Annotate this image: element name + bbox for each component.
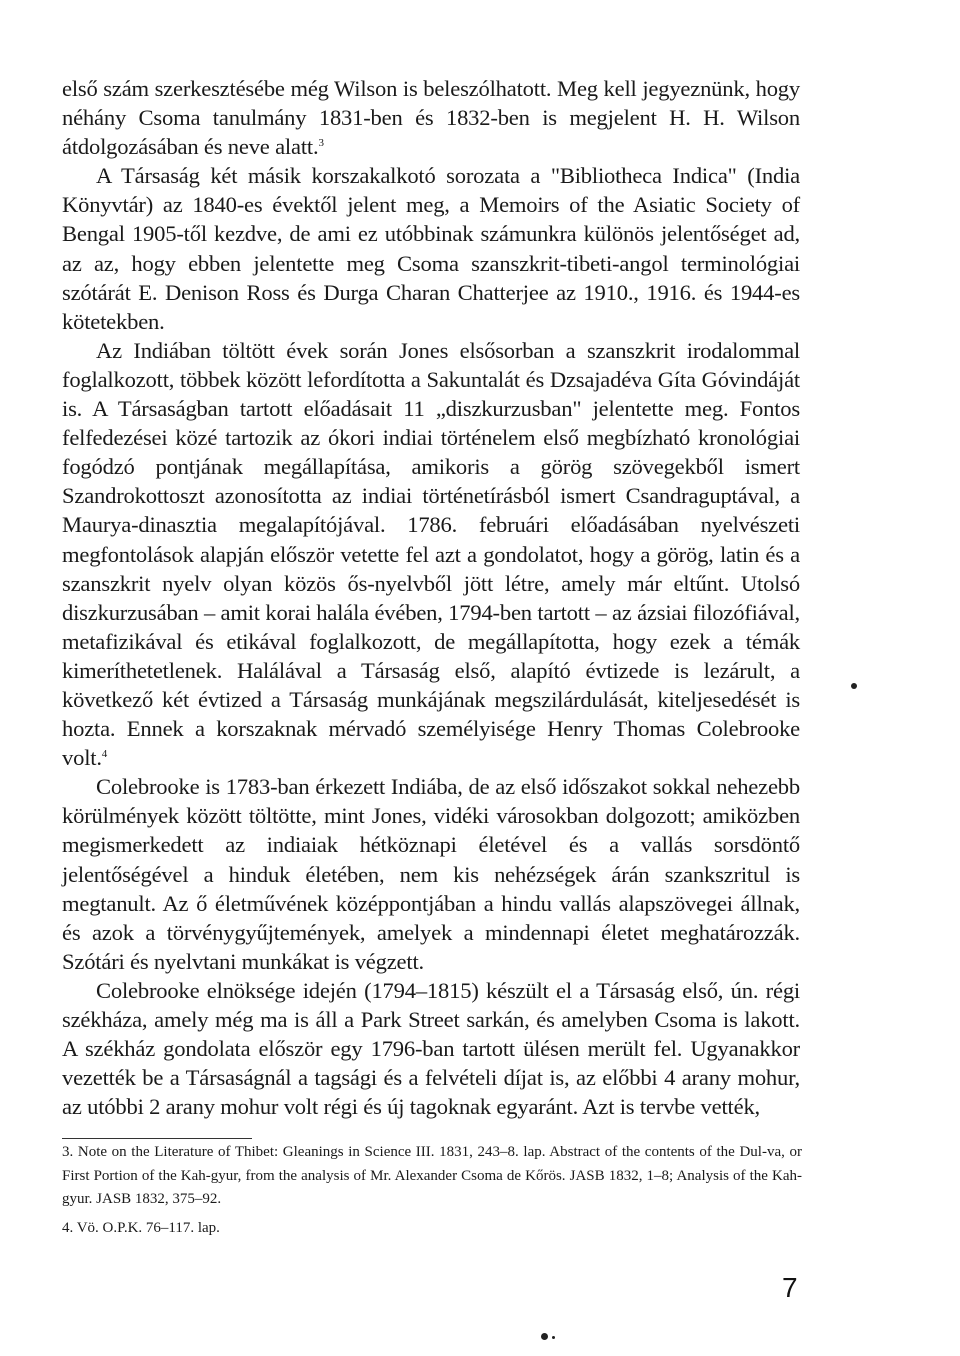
paragraph-1: első szám szerkesztésébe még Wilson is beleszólhatott. Meg kell jegyeznünk, hogy néhány Csoma tanulmány 1831-ben és 1832-ben is megjelent H. H. Wilson átdolgozásában és neve alatt.$^3$ <box>62 76 800 160</box>
paragraph-2: A Társaság két másik korszakalkotó sorozata a "Bibliotheca Indica" (India Könyvtár) az 1840-es évektől jelent meg, a Memoirs of the Asiatic Society of Bengal 1905-től kezdve, de ami ez utóbbinak számunkra különös jelentőséget ad, az az, hogy ebben jelentette meg Csoma szanszkrit-tibeti-angol terminológiai szótárát E. Denison Ross és Durga Charan Chatterjee az 1910., 1916. és 1944-es kötetekben. <box>62 163 800 334</box>
scan-speck <box>541 1333 548 1340</box>
footnote-4: 4. Vö. O.P.K. 76–117. lap. <box>62 1219 220 1236</box>
footnotes <box>62 1141 802 1240</box>
scan-speck <box>552 1336 555 1339</box>
main-text <box>62 74 800 1121</box>
footnote-divider <box>62 1138 252 1139</box>
scan-speck <box>851 683 857 689</box>
paragraph-3: Az Indiában töltött évek során Jones elsősorban a szanszkrit irodalommal foglalkozott, többek között lefordította a Sakuntalát és Dzsajadéva Gíta Góvindáját is. A Társaságban tartott előadásait 11 „diszkurzusban" jelentette meg. Fontos felfedezései közé tartozik az ókori indiai történelem első megbízható kronológiai fogódzó pontjának megállapítása, amikoris a görög szövegekből ismert Szandrokottoszt azonosította az indiai történetírásból ismert Csandraguptával, a Maurya-dinasztia megalapítójával. 1786. februári előadásában nyelvészeti megfontolások alapján először vetette fel azt a gondolatot, hogy a görög, latin és a szanszkrit nyelv olyan közös ős-nyelvből jött létre, amely már eltűnt. Utolsó diszkurzusában – amit korai halála évében, 1794-ben tartott – az ázsiai filozófiával, metafizikával és etikával foglalkozott, de megállapította, hogy ezek a témák kimeríthetetlenek. Halálával a Társaság első, alapító évtizede is lezárult, a következő két évtized a Társaság munkájának megszilárdulását, kiteljesedését is hozta. Ennek a korszaknak mérvadó személyisége Henry Thomas Colebrooke volt.$^4$ <box>62 337 800 771</box>
paragraph-4: Colebrooke is 1783-ban érkezett Indiába, de az első időszakot sokkal nehezebb körülmények között töltötte, mint Jones, vidéki városokban dolgozott; amiközben megismerkedett az indiaiak hétköznapi életével és a vallás sorsdöntő jelentőségével a hinduk életében, nem kis nehézségek árán szankszritul is megtanult. Az ő életművének középpontjában a hindu vallás alapszövegei állnak, és azok a törvénygyűjtemények, amelyek a mindennapi életet meghatározzák. Szótári és nyelvtani munkákat is végzett. <box>62 774 800 974</box>
page-number: 7 <box>782 1272 798 1303</box>
paragraph-5: Colebrooke elnöksége idején (1794–1815) készült el a Társaság első, ún. régi székháza, amely még ma is áll a Park Street sarkán, és amelyben Csoma is lakott. A székház gondolata először egy 1796-ban tartott ülésen merült fel. Ugyanakkor vezették be a Társaságnál a tagsági és a felvételi díjat is, az előbbi 4 arany mohur, az utóbbi 2 arany mohur volt régi és új tagoknak egyaránt. Azt is tervbe vették, <box>62 977 800 1120</box>
footnote-ref-3: 3 <box>318 137 324 150</box>
footnote-3: 3. Note on the Literature of Thibet: Gleanings in Science III. 1831, 243–8. lap. Abstract of the contents of the Dul-va, or First Portion of the Kah-gyur, from the analysis of Mr. Alexander Csoma de Kőrös. JASB 1832, 1–8; Analysis of the Kah-gyur. JASB 1832, 375–92. <box>62 1144 802 1207</box>
footnote-ref-4: 4 <box>101 748 108 761</box>
